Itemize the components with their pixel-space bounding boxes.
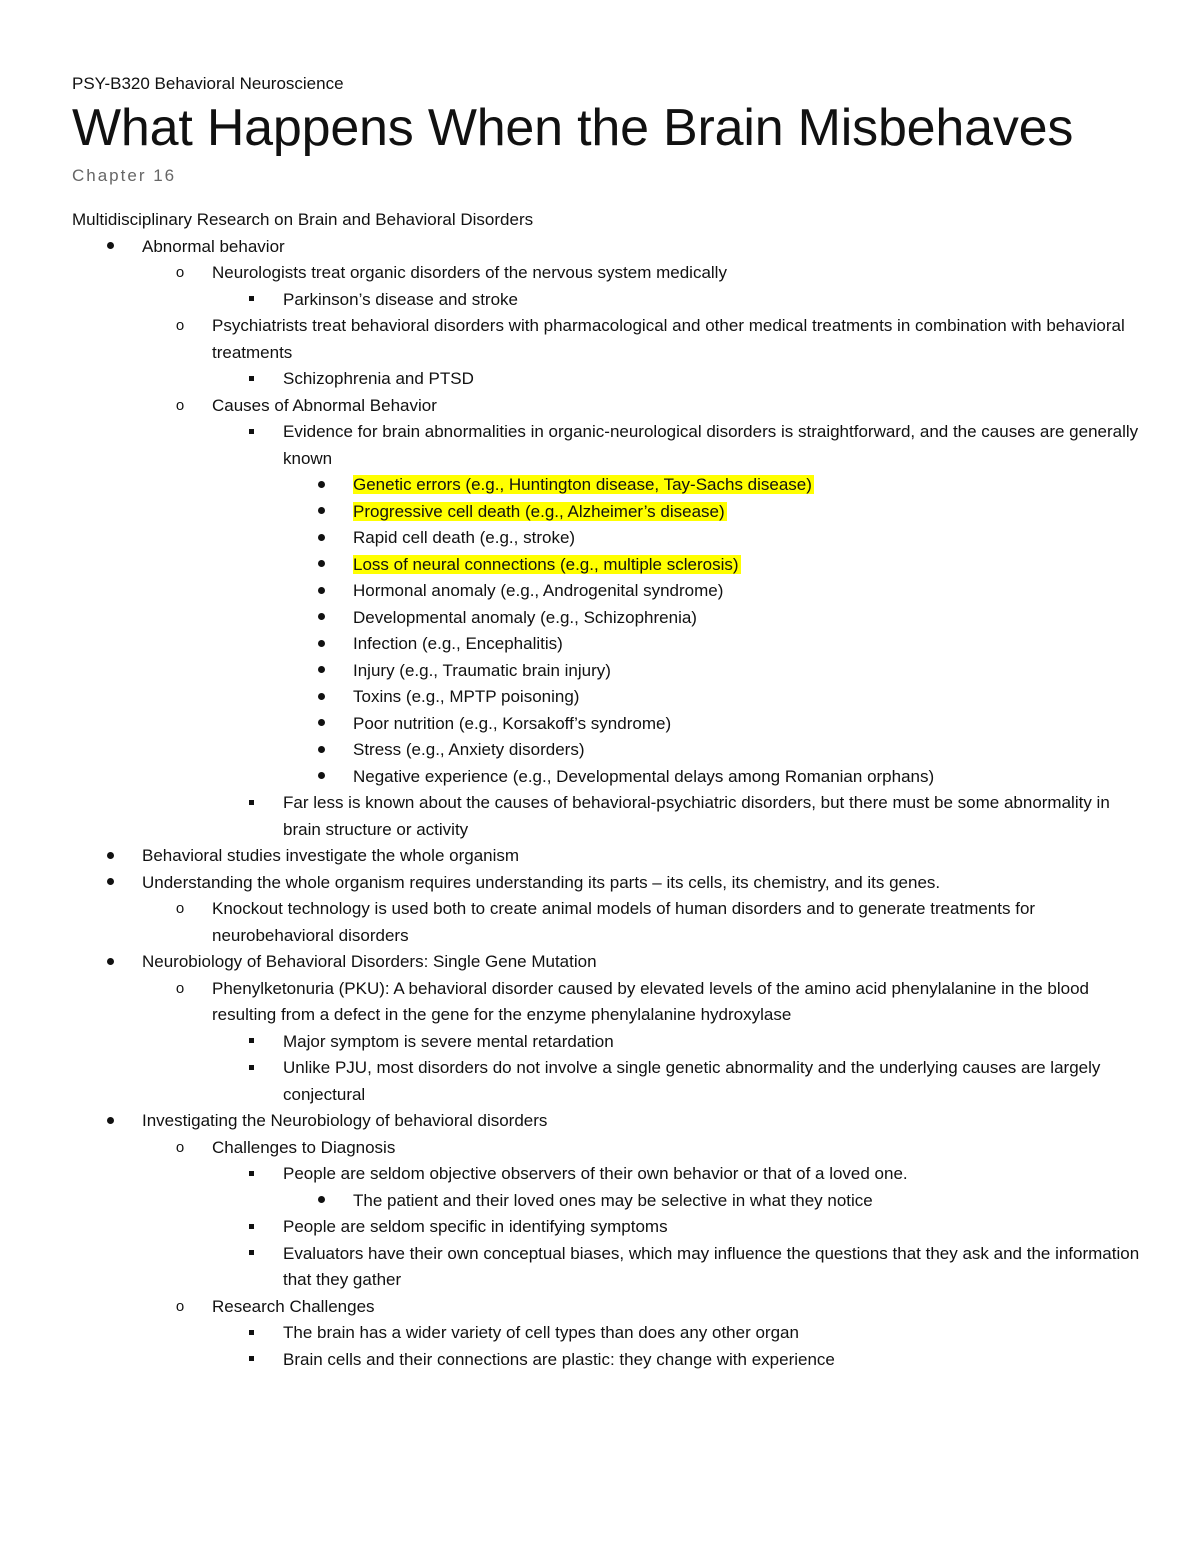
outline-item-text: Knockout technology is used both to create animal models of human disorders and to generate treatments for neurobehavioral disorders bbox=[212, 899, 1036, 945]
outline-item-text: The brain has a wider variety of cell types than does any other organ bbox=[283, 1323, 799, 1342]
outline-item-text: Developmental anomaly (e.g., Schizophrenia) bbox=[353, 607, 697, 627]
outline-item-text: Progressive cell death (e.g., Alzheimer’s disease) bbox=[353, 501, 725, 521]
outline-item bbox=[72, 525, 1142, 552]
bullet-square-icon bbox=[241, 366, 261, 393]
outline-item-text: Injury (e.g., Traumatic brain injury) bbox=[353, 660, 611, 680]
outline-item bbox=[72, 393, 1142, 420]
bullet-circle-icon: o bbox=[175, 979, 185, 997]
outline-item bbox=[72, 631, 1142, 658]
outline-item-text: Phenylketonuria (PKU): A behavioral disorder caused by elevated levels of the amino acid phenylalanine in the blood resulting from a defect in the gene for the enzyme phenylalanine hydroxylase bbox=[212, 978, 1089, 1024]
bullet-square-icon bbox=[241, 1214, 261, 1241]
outline-item-text: Investigating the Neurobiology of behavioral disorders bbox=[142, 1111, 548, 1130]
bullet-circle-icon: o bbox=[175, 900, 185, 917]
outline-item bbox=[72, 605, 1142, 632]
bullet-dot-icon bbox=[311, 499, 331, 526]
outline-item-text: Rapid cell death (e.g., stroke) bbox=[353, 528, 576, 547]
outline-item bbox=[72, 419, 1142, 472]
bullet-dot-icon bbox=[311, 578, 331, 605]
outline-item bbox=[72, 1347, 1142, 1374]
bullet-circle-icon: o bbox=[175, 1138, 185, 1156]
outline-item bbox=[72, 1188, 1142, 1215]
outline-item bbox=[72, 313, 1142, 366]
outline-item-text: People are seldom specific in identifying symptoms bbox=[283, 1217, 668, 1236]
outline-item-text: Evaluators have their own conceptual biases, which may influence the questions that they ask and the information that they gather bbox=[283, 1243, 1140, 1289]
outline-item-text: Loss of neural connections (e.g., multiple sclerosis) bbox=[353, 554, 739, 574]
outline-item bbox=[72, 711, 1142, 738]
page-title: What Happens When the Brain Misbehaves bbox=[72, 99, 1074, 157]
outline-item bbox=[72, 472, 1142, 499]
outline-item-text: Neurobiology of Behavioral Disorders: Single Gene Mutation bbox=[142, 952, 597, 971]
outline-item-text: Far less is known about the causes of behavioral-psychiatric disorders, but there must be some abnormality in brain structure or activity bbox=[283, 793, 1110, 839]
bullet-square-icon bbox=[241, 1347, 261, 1374]
outline-item-text: Evidence for brain abnormalities in organic-neurological disorders is straightforward, and the causes are generally known bbox=[283, 422, 1139, 468]
bullet-dot-icon bbox=[100, 870, 120, 897]
outline-item bbox=[72, 1320, 1142, 1347]
bullet-dot-icon bbox=[311, 525, 331, 552]
bullet-dot-icon bbox=[100, 843, 120, 870]
bullet-dot-icon bbox=[311, 552, 331, 579]
outline-item-text: Negative experience (e.g., Developmental delays among Romanian orphans) bbox=[353, 766, 935, 786]
outline-item bbox=[72, 790, 1142, 843]
outline-item-text: The patient and their loved ones may be selective in what they notice bbox=[353, 1190, 873, 1210]
outline-item bbox=[72, 234, 1142, 261]
bullet-dot-icon bbox=[311, 631, 331, 658]
outline-item bbox=[72, 1214, 1142, 1241]
outline-item bbox=[72, 260, 1142, 287]
outline-item bbox=[72, 1135, 1142, 1162]
outline-item bbox=[72, 764, 1142, 791]
bullet-square-icon bbox=[241, 1320, 261, 1347]
outline-item bbox=[72, 499, 1142, 526]
outline-item bbox=[72, 287, 1142, 314]
outline-item bbox=[72, 870, 1142, 897]
outline-item bbox=[72, 1241, 1142, 1294]
bullet-square-icon bbox=[241, 287, 261, 314]
bullet-square-icon bbox=[241, 1029, 261, 1056]
bullet-square-icon bbox=[241, 790, 261, 817]
document-page bbox=[72, 70, 1142, 1373]
bullet-dot-icon bbox=[100, 234, 120, 261]
outline-item bbox=[72, 658, 1142, 685]
outline-item-text: Causes of Abnormal Behavior bbox=[212, 395, 437, 415]
outline-item-text: Parkinson’s disease and stroke bbox=[283, 289, 518, 309]
outline-item bbox=[72, 843, 1142, 870]
bullet-circle-icon: o bbox=[175, 396, 185, 414]
bullet-dot-icon bbox=[311, 1188, 331, 1215]
bullet-square-icon bbox=[241, 1055, 261, 1082]
outline-item-text: Research Challenges bbox=[212, 1296, 375, 1316]
outline-item bbox=[72, 896, 1142, 949]
outline-item bbox=[72, 1108, 1142, 1135]
outline-item bbox=[72, 1161, 1142, 1188]
bullet-circle-icon: o bbox=[175, 317, 185, 334]
outline-item-text: Hormonal anomaly (e.g., Androgenital syndrome) bbox=[353, 581, 724, 600]
outline-item-text: Behavioral studies investigate the whole organism bbox=[142, 846, 520, 865]
bullet-dot-icon bbox=[311, 684, 331, 711]
outline-item bbox=[72, 578, 1142, 605]
bullet-square-icon bbox=[241, 1161, 261, 1188]
outline-item bbox=[72, 552, 1142, 579]
outline-item bbox=[72, 737, 1142, 764]
bullet-dot-icon bbox=[311, 605, 331, 632]
outline-item-text: Genetic errors (e.g., Huntington disease, Tay-Sachs disease) bbox=[353, 475, 812, 494]
bullet-square-icon bbox=[241, 419, 261, 446]
outline-item-text: Abnormal behavior bbox=[142, 236, 285, 256]
course-name: PSY-B320 Behavioral Neuroscience bbox=[72, 74, 344, 93]
outline-item-text: Neurologists treat organic disorders of the nervous system medically bbox=[212, 263, 727, 282]
bullet-circle-icon: o bbox=[175, 264, 185, 281]
outline-item-text: Infection (e.g., Encephalitis) bbox=[353, 634, 563, 653]
outline-item-text: Schizophrenia and PTSD bbox=[283, 369, 474, 388]
outline-item-text: Brain cells and their connections are plastic: they change with experience bbox=[283, 1349, 835, 1369]
outline-item bbox=[72, 366, 1142, 393]
bullet-dot-icon bbox=[100, 949, 120, 976]
outline-item-text: Psychiatrists treat behavioral disorders with pharmacological and other medical treatments in combination with behavioral treatments bbox=[212, 316, 1125, 362]
bullet-dot-icon bbox=[311, 711, 331, 738]
bullet-dot-icon bbox=[311, 737, 331, 764]
outline-item bbox=[72, 684, 1142, 711]
bullet-dot-icon bbox=[100, 1108, 120, 1135]
outline-item-text: Unlike PJU, most disorders do not involve a single genetic abnormality and the underlying causes are largely conjectural bbox=[283, 1058, 1101, 1104]
outline-item-text: Poor nutrition (e.g., Korsakoff’s syndrome) bbox=[353, 713, 672, 733]
outline-item-text: People are seldom objective observers of their own behavior or that of a loved one. bbox=[283, 1164, 908, 1183]
chapter-subtitle: Chapter 16 bbox=[72, 166, 177, 185]
bullet-circle-icon: o bbox=[175, 1297, 185, 1315]
outline-item-text: Challenges to Diagnosis bbox=[212, 1137, 396, 1157]
outline-item-text: Major symptom is severe mental retardation bbox=[283, 1031, 614, 1051]
outline-item-text: Understanding the whole organism requires understanding its parts – its cells, its chemistry, and its genes. bbox=[142, 872, 941, 892]
bullet-square-icon bbox=[241, 1241, 261, 1268]
notes-outline bbox=[72, 234, 1142, 1374]
outline-item bbox=[72, 1294, 1142, 1321]
bullet-dot-icon bbox=[311, 658, 331, 685]
outline-item bbox=[72, 1055, 1142, 1108]
outline-item bbox=[72, 976, 1142, 1029]
bullet-dot-icon bbox=[311, 764, 331, 791]
bullet-dot-icon bbox=[311, 472, 331, 499]
section-heading: Multidisciplinary Research on Brain and Behavioral Disorders bbox=[72, 210, 534, 229]
outline-item-text: Stress (e.g., Anxiety disorders) bbox=[353, 740, 585, 759]
outline-item bbox=[72, 1029, 1142, 1056]
outline-item-text: Toxins (e.g., MPTP poisoning) bbox=[353, 687, 580, 706]
outline-item bbox=[72, 949, 1142, 976]
